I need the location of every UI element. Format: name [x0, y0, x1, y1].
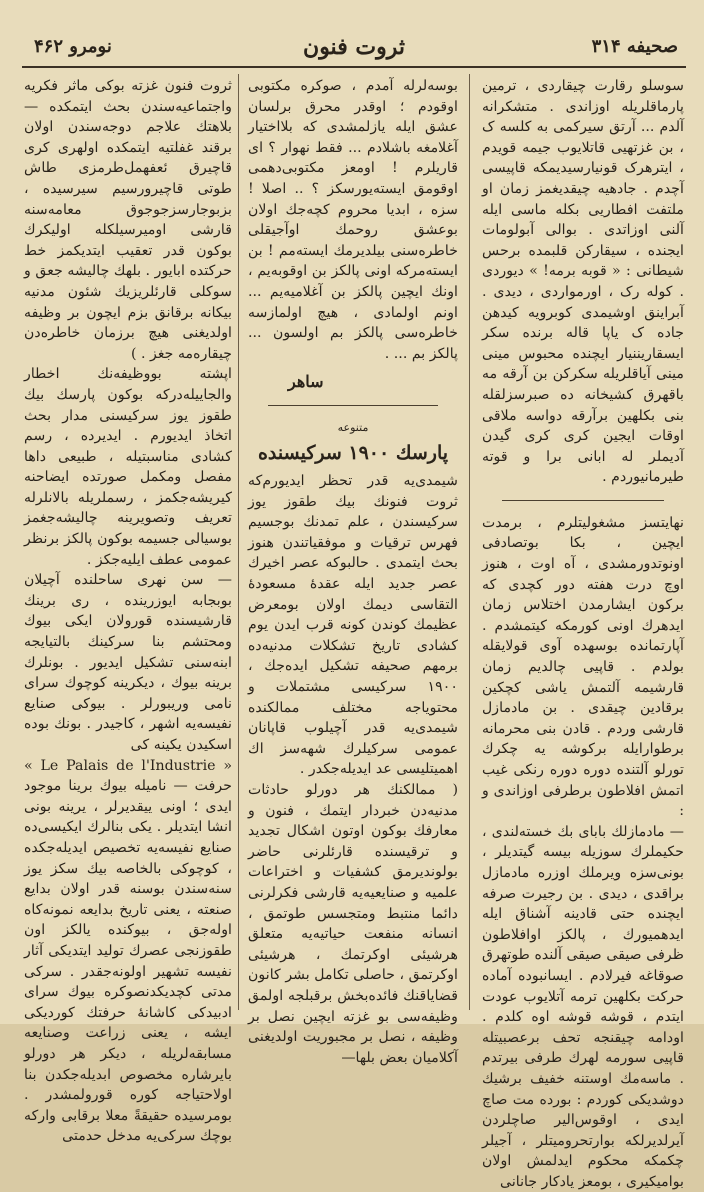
- column-divider: [469, 74, 470, 1010]
- paragraph: بوسه‌لرله آمدم ، صوکره مکتوبی اوقودم ؛ اوقدر محرق برلسان عشق ایله یازلمشدی که بلااختیار آغلامغه باشلادم ... فقط نهوار ؟ ای قاریلرم ! اومعز مکتوبی‌دهمی اوقومق ایسته‌یورسکز ؟ .. اصلا ! سزه ، ابدیا محروم کچه‌جك اولان بوعشق روحمك اوآجیقلی خاطره‌سنی بیلدیرمك ایسته‌مم ! بن ایسته‌مرکه اونی پالکز بن اوقوبه‌یم ، اونك ایچین پالکز بن آغلامیه‌یم ... اونم اولمادی ، هیچ اولمازسه خاطره‌سی پالکز بم اولسون ... پالکز بم ... .: [248, 78, 458, 362]
- paragraph: — سن نهری ساحلنده آچیلان بوبجابه ایوزرینده ، ری برینك قارشیسنده قورولان ایکی بیوك ومحتشم بنا سرکینك بالتیایجه ابنه‌سنی تشکیل ایدیور . بونلرك برینه بیوك ، دیکرینه کوچوك سرای نامی وریبورلر . بیوکی صنایع نفیسه‌یه اشهر ، کاجیدر . بونك بوده اسکیدن یکینه کی: [24, 572, 232, 753]
- paragraph: نهایتسز مشغولیتلرم ، برمدت ایچین ، بکا بوتصادفی اونوتدورمشدی ، آه اوت ، هنوز اوچ درت هفته دور کچدی که برکون ایشارمدن اختلاس زمان ایدهرك اونی کورمکه کیتمشدم . آپارتمانده بوسهده آوی قولایقله بولدم . قاپیی چالدیم زمان قارشیمه آلتمش یاشی کچکین برقادین چیقدی . بن مادمازل قارشی وردم . قادن بنی محرمانه برطوارایله برکوشه یه چکرك تورلو آلتنده دوره دوره رنکی غیب اتمش افلاطون برطرفی اوزاندی و :: [482, 514, 684, 820]
- paragraph: — مادمازلك بابای بك خسته‌لندی ، حکیملرك سوزیله بیسه گیتدیلر ، بونی‌سزه ویرملك اوزره مادمازل براقدی ، دیدی . بن رجیرت صرفه ایچنده حتی قادینه آشناق ایله ایدهمیورك ، پالکز اوافلاطون ظرفی صیقی صیقی آلنده طوتهرق صوقاغه فیرلادم . ایسانبوده آماده حرکت بکلهین ترمه آتلایوب عودت ایتدم ، قوشه قوشه اوه کلدم . اودامه چیقنجه تحف برعصبیتله قاپیی سورمه لهرك طرفی بیرتدم . ماسه‌مك اوستنه خفیف برشیك دوشدیكی کوردم : بورده مت صاچ ایدی ، اوقوس‌الیر صاچلردن آیرلدیرلکه بوارتحرومیتلر ، آجیلر چکمکه محکوم ایدلمش اولان بوامیکیری ، بومعز یادکار جانانی: [482, 823, 684, 1190]
- issue-number-label: نومرو ۴۶۲: [34, 36, 112, 57]
- text-column-middle: [248, 76, 458, 1066]
- paragraph: شیمدی‌یه قدر تحظر ایدیورم‌که ثروت فنونك بیك طقوز یوز سرکیسندن ، علم تمدنك بوجسیم فهرس ترقیات و موفقیاتندن هنوز بحث ایتمدی . حالبوکه عصر اخیرك عصر جدید ایله عقدهٔ مسعودهٔ التقاسی دیمك اولان بومعرض عظیمك کوندن کونه قرب ایدن یوم کشادی تاریخ تشکلات مدنیه‌ده برمهم صحیفه تشکیل ایده‌جك ، ۱۹۰۰ سرکیسی مشتملات و محتویاجه مختلف ممالکنده شیمدی‌یه قدر آچیلوب قاپانان عمومی سرکیلرك شهه‌سز اك اهمیتلیسی عد ایدیله‌جکدر .: [248, 473, 458, 778]
- journal-title: ثروت فنون: [303, 34, 405, 60]
- paragraph: سوسلو رقارت چیقاردی ، ترمین پارماقلریله اوزاندی . متشکرانه آلدم ... آرتق سیرکمی به کلسه ک ، بن غزتهیی قاتلایوب جیمه قویدم ، ایترهرک قونیارسیدیمکه قاپیسی آچدم . جادهیه چیقدیغمز زمان او ملتفت افطاریی بکله ماسی ایله آلنی اوزاتدی . بوالی آبولومات ایجنده ، سیقارکن قلبمده برحس شیطانی : « قوبه برمه! » دیوردی . کوله رک ، اورمواردی ، دیدی . آبراینق اوشیمدی کوبرویه کیدهن جاده ک یاپا قاله برنده سکر ایسقاریننیار ایچنده محبوس مینی مینی آیاقلریله سکرکن بن آرقه مه باقهرق کشیخانه ده صبرسزلقله بنی بکلهین برآرقه دواسه ملاقی اوقات ایجین کری کری گیدن آدیملر له ابانی برا و قوته طیرمانیوردم .: [482, 78, 684, 486]
- divider: [502, 500, 664, 501]
- divider: [268, 405, 438, 406]
- author-signature: ساهر: [288, 372, 324, 392]
- paragraph: ثروت فنون غزته بوکی ماثر فکریه واجتماعیه‌سندن بحث ایتمکده — بلاهتك علاجم‌ دوجه‌سندن اولان برقند غفلتیه ایتمکده اولهری کری قاچیرق ئعفهمل‌طرمزی طاش طوتی قاچیرورسیم سیرسیده ، بزبوجارسزجوجوق معامه‌سنه قارشی اومیرسیلکله اولیکرك بوکون قدر تعقیب ایتدیکمز خط حرکتده ابایور . بلهك چالیشه جعق و سوکلی قارئلریزیك شئون مدنیه بیکانه برقانق بزم ایچون بر وظیفه اولدیغنی هیچ برزمان خاطره‌دن چیقاره‌مه جغز . ): [24, 78, 232, 362]
- page-number-label: صحیفه ۳۱۴: [591, 36, 678, 57]
- paragraph-text: حرفت — نامیله بیوك برینا موجود ایدی ؛ اونی ییقدیرلر ، یرینه بونی انشا ایتدیلر . یکی بنالرك ایکیسی‌ده صنایع نفیسه‌یه تخصیص ایدیله‌جکده ، کوچوکی بالخاصه بیك سکز یوز سنه‌سندن بوسنه قدر اولان بدایع صنعته ، یعنی تاریخ بدایعه نمونه‌کاه اوله‌جق ، بیوکنده یالکز اون طقوزنجی عصرك تولید ایتدیکی آثار نفیسه تشهیر اولونه‌جقدر . سرکی مدتی کچدیکدنصوکره بیوك سرای ادبیدکی کاشانهٔ حرفتك کوردیکی ایشه ، یعنی زراعت وصنایعه مسابقه‌لریله ، دیکر هر دورلو بایرشاره مخصوص ابدیله‌جکدن بنا اولاحتیاجه کوره قورولمشدر . بومرسیده حقیقةً معلا برقابی وارکه بوچك سرکی‌یه مدخل حدمتی: [24, 778, 232, 1145]
- column-divider: [238, 74, 239, 1010]
- paragraph: [24, 756, 232, 1147]
- paragraph: اپشته بووظیفه‌نك اخطار والجاییله‌دركه بوکون پارسك بیك طقوز یوز سرکیسنی مدار بحث اتخاذ ایدیورم . ایدیرده ، رسم کشادی مناسبتیله ، طبیعی داها مفصل ومکمل صورتده ایضاحنه کیریشه‌جکمز ، رسملریله بالانلرله تعریف وتصویرینه چالیشه‌جغمز بوسیالی جسیمه بوکون پالکز برنظر عمومی عطف ایلیه‌جکز .: [24, 366, 232, 568]
- article-title: پارسك ۱۹۰۰ سرکیسنده: [257, 441, 449, 464]
- text-column-right: [482, 76, 684, 1190]
- page-header: [22, 34, 686, 68]
- text-column-left: [24, 76, 232, 1145]
- paragraph: ( ممالکنك هر دورلو حادثات مدنیه‌دن خبردار ایتمك ، فنون و معارفك بوکون اوتون اشکال تجدید و ترقیسنده قارئلرنی حاضر بولوندیرمق کشفیات و اختراعات علمیه و صنایعیه‌یه قارشی فکرلرنی دائما منتبط ومتجسس طوتمق ، انسانه منفعت حیاتیه‌یه متعلق هرشیئی اوکرتمك ، هرشیئی اوکرتمق ، حاصلی تکامل بشر کانون قضایاقنك فائده‌بخش برقبلجه اولمق وظیفه‌سی بو غزته ایچین نصل بر وظیفه ، نصل بر مجبوریت اولدیغنی آکلامیان بعض بلها—: [248, 782, 458, 1066]
- latin-quote: « Le Palais de l'Industrie »: [24, 757, 232, 774]
- section-label: متنوعه: [337, 420, 369, 434]
